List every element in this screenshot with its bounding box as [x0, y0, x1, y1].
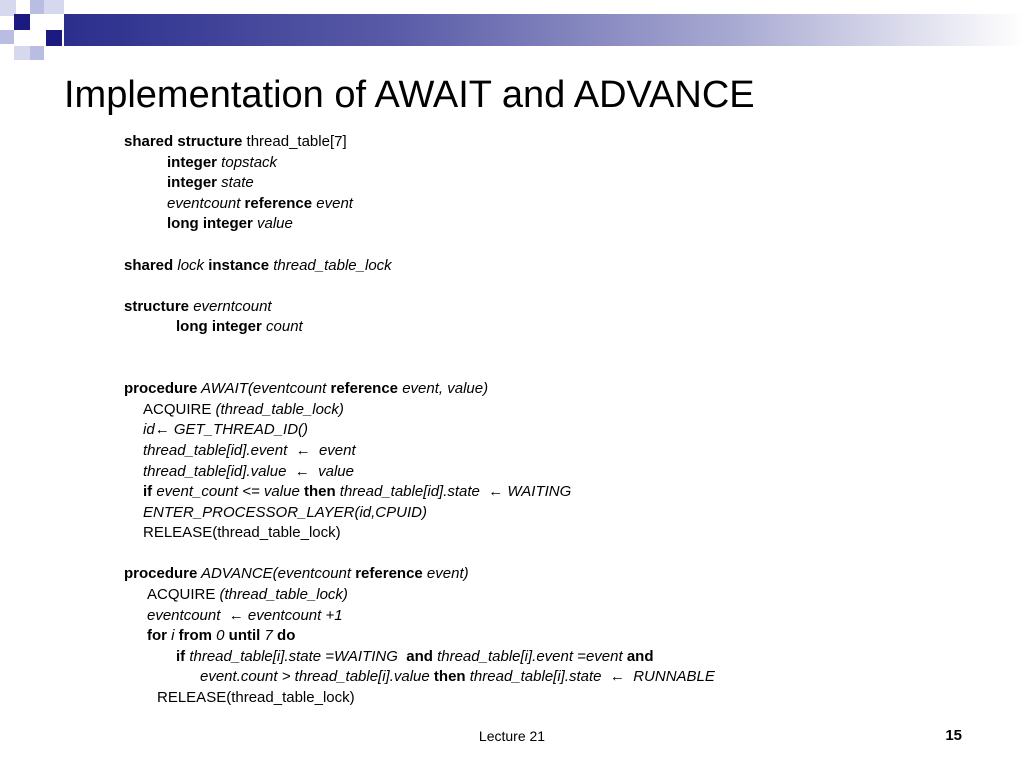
code-text: eventcount — [147, 606, 229, 624]
code-text: thread_table[i].event =event — [432, 647, 627, 665]
keyword: reference — [351, 565, 423, 583]
left-arrow-icon: ← — [228, 606, 244, 624]
code-line — [124, 667, 984, 688]
code-text: id — [143, 421, 155, 439]
keyword: and — [406, 647, 433, 665]
code-line — [124, 462, 984, 483]
code-line — [124, 688, 984, 709]
code-text: thread_table[id].value — [143, 462, 295, 480]
code-text: value — [252, 215, 293, 233]
keyword: long integer — [167, 215, 253, 233]
code-line — [124, 153, 984, 174]
keyword: procedure — [124, 565, 198, 583]
code-text: i — [167, 627, 175, 645]
code-text: WAITING — [503, 483, 572, 501]
code-line — [124, 647, 984, 668]
code-text: event) — [422, 565, 469, 583]
code-text: thread_table[i].state =WAITING — [185, 647, 407, 665]
code-text: value — [309, 462, 354, 480]
page-number: 15 — [945, 727, 962, 744]
code-text: RELEASE(thread_table_lock) — [157, 689, 355, 707]
code-line — [124, 379, 984, 400]
code-text: thread_table[i].state — [465, 668, 610, 686]
keyword: if — [143, 483, 153, 501]
decor-square — [46, 30, 62, 46]
code-text: thread_table_lock — [269, 256, 392, 274]
code-line — [124, 441, 984, 462]
keyword: long integer — [176, 318, 262, 336]
code-text: (thread_table_lock) — [215, 400, 344, 418]
decor-square — [14, 14, 30, 30]
code-line — [124, 194, 984, 215]
code-text: thread_table[7] — [242, 133, 347, 150]
code-text: event, value) — [398, 380, 489, 398]
code-text: event — [312, 194, 353, 212]
keyword: integer — [167, 153, 218, 171]
code-line — [124, 503, 984, 524]
keyword: shared structure — [124, 133, 243, 150]
decor-square — [30, 46, 44, 60]
decor-square — [44, 0, 64, 14]
code-text: RELEASE(thread_table_lock) — [143, 524, 341, 542]
header-gradient-bar — [64, 14, 1024, 46]
code-line — [124, 173, 984, 194]
keyword: procedure — [124, 380, 198, 398]
code-line — [124, 214, 984, 235]
code-text: GET_THREAD_ID() — [169, 421, 309, 439]
code-line — [124, 606, 984, 627]
keyword: shared — [124, 256, 174, 274]
keyword: until — [224, 627, 261, 645]
code-text: event_count <= value — [152, 483, 304, 501]
decor-square — [30, 0, 44, 14]
code-text: event.count > thread_table[i].value — [200, 668, 434, 686]
keyword: and — [626, 647, 654, 665]
code-line — [124, 400, 984, 421]
keyword: then — [433, 668, 466, 686]
code-text: 7 — [260, 627, 273, 645]
left-arrow-icon: ← — [609, 668, 625, 686]
keyword: reference — [326, 380, 399, 398]
code-text: thread_table[id].event — [143, 441, 296, 459]
code-text: ACQUIRE — [147, 586, 220, 604]
keyword: if — [176, 647, 186, 665]
code-text: ENTER_PROCESSOR_LAYER(id,CPUID) — [143, 503, 427, 521]
left-arrow-icon: ← — [294, 462, 310, 480]
slide-title: Implementation of AWAIT and ADVANCE — [64, 74, 755, 116]
decor-square — [14, 46, 30, 60]
code-text: (thread_table_lock) — [219, 586, 348, 604]
code-line — [124, 256, 984, 277]
code-text: 0 — [212, 627, 225, 645]
code-text: RUNNABLE — [624, 668, 715, 686]
code-line — [124, 585, 984, 606]
code-text: eventcount — [167, 194, 241, 212]
code-text: state — [217, 174, 254, 192]
code-line — [124, 317, 984, 338]
code-line — [124, 482, 984, 503]
code-text: lock — [173, 256, 205, 274]
code-text: AWAIT(eventcount — [197, 380, 327, 398]
keyword: from — [174, 627, 212, 645]
code-line — [124, 297, 984, 318]
code-line — [124, 564, 984, 585]
keyword: instance — [204, 256, 270, 274]
decor-square — [0, 30, 14, 44]
left-arrow-icon: ← — [295, 441, 311, 459]
code-line — [124, 132, 984, 153]
left-arrow-icon: ← — [154, 421, 170, 439]
keyword: then — [303, 483, 336, 501]
left-arrow-icon: ← — [488, 483, 504, 501]
keyword: structure — [124, 297, 190, 315]
code-text: everntcount — [189, 297, 272, 315]
code-block — [124, 132, 984, 709]
code-line — [124, 626, 984, 647]
code-text: thread_table[id].state — [335, 483, 489, 501]
code-text: count — [261, 318, 303, 336]
footer-lecture-label: Lecture 21 — [478, 728, 546, 744]
keyword: reference — [240, 194, 313, 212]
code-text: eventcount +1 — [243, 606, 343, 624]
code-line — [124, 420, 984, 441]
code-text: event — [310, 441, 356, 459]
keyword: for — [147, 627, 167, 645]
code-text: topstack — [217, 153, 278, 171]
code-text: ADVANCE(eventcount — [197, 565, 352, 583]
code-line — [124, 523, 984, 544]
code-text: ACQUIRE — [143, 400, 216, 418]
keyword: do — [272, 627, 296, 645]
keyword: integer — [167, 174, 218, 192]
